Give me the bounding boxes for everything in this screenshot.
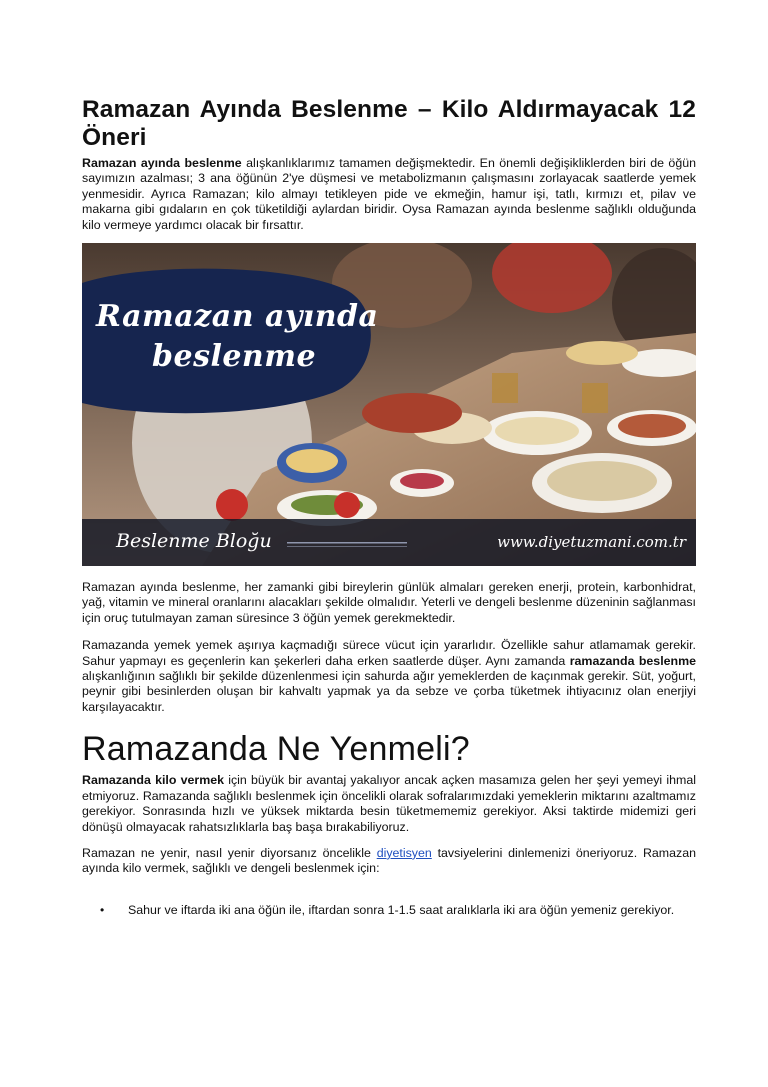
hero-footer-blog-label: Beslenme Bloğu (116, 530, 272, 553)
paragraph-2 (82, 638, 696, 715)
list-item-text: Sahur ve iftarda iki ana öğün ile, iftardan sonra 1-1.5 saat aralıklarla iki ara öğün yemeniz gerekiyor. (128, 902, 675, 917)
intro-text: alışkanlıklarımız tamamen değişmektedir. En önemli değişikliklerden biri de öğün sayımızın azalması; 3 ana öğünün 2'ye düşmesi ve metabolizmanın çalışmasını zorlayacak saatlerde yemek yenmesidir. Ayrıca Ramazan; kilo almayı tetikleyen pide ve ekmeğin, hamur işi, tatlı, kırmızı et, pilav ve makarna gibi gıdaların en çok tüketildiği aylardan biridir. Oysa Ramazan ayında beslenme sağlıklı olduğunda kilo vermeye yardımcı olacak bir fırsattır. (82, 156, 696, 232)
intro-paragraph (82, 156, 696, 233)
hero-badge-line2: beslenme (152, 339, 317, 375)
document-title: Ramazan Ayında Beslenme – Kilo Aldırmayacak 12 Öneri (82, 96, 696, 151)
paragraph-4-text-a: Ramazan ne yenir, nasıl yenir diyorsanız öncelikle (82, 845, 377, 860)
paragraph-3 (82, 773, 696, 835)
paragraph-2-text-b: alışkanlığının sağlıklı bir şekilde düzenlenmesi için sahurda ağır yemeklerden de kaçınmak gerekir. Süt, yoğurt, peynir gibi besinlerden oluşan bir kahvaltı yapmak ya da sebze ve çorba tüketmek ihtiyacınız olan enerjiyi karşılayacaktır. (82, 669, 696, 714)
recommendation-list (82, 893, 696, 928)
bullet-marker: • (100, 902, 105, 917)
hero-footer-website: www.diyetuzmani.com.tr (497, 533, 686, 552)
buffet-photo (82, 243, 696, 566)
paragraph-3-bold-phrase: Ramazanda kilo vermek (82, 773, 225, 788)
paragraph-2-text-a: Ramazanda yemek yemek aşırıya kaçmadığı sürece vücut için yararlıdır. Özellikle sahur atlamamak gerekir. Sahur yapmayı es geçenlerin kan şekerleri daha erken saatlerde düşer. Aynı zamanda (82, 638, 696, 668)
paragraph-3-text: için büyük bir avantaj yakalıyor ancak açken masamıza gelen her şeyi yemeyi ihmal etmiyoruz. Ramazanda sağlıklı beslenmek için öncelikli olarak sofralarımızdaki yemeklerin miktarını azaltmamız gerekiyor. Sonrasında hızlı ve yüksek miktarda besin tüketmememiz gerekiyor. Aksi taktirde midemizi geri dönüşü olmayacak rahatsızlıklarla baş başa bırakabiliyoruz. (82, 773, 696, 834)
paragraph-4 (82, 846, 696, 877)
dietitian-link[interactable]: diyetisyen (376, 845, 432, 860)
section-heading: Ramazanda Ne Yenmeli? (82, 730, 470, 769)
list-item (82, 893, 696, 928)
hero-image (82, 243, 696, 566)
paragraph-2-bold-phrase: ramazanda beslenme (569, 653, 697, 668)
document-page (82, 96, 696, 928)
intro-bold-phrase: Ramazan ayında beslenme (82, 156, 242, 170)
hero-badge-line1: Ramazan ayında (96, 299, 379, 335)
paragraph-4-text-b: tavsiyelerini dinlemenizi öneriyoruz. Ramazan ayında kilo vermek, sağlıklı ve dengeli beslenmek için: (82, 845, 696, 876)
paragraph-1: Ramazan ayında beslenme, her zamanki gibi bireylerin günlük almaları gereken enerji, protein, karbonhidrat, yağ, vitamin ve mineral oranlarını alacakları şekilde olmalıdır. Yeterli ve dengeli beslenme düzeninin sağlanması için oruç tutulmayan zaman süresince 3 öğün yemek gerekmektedir. (82, 580, 696, 625)
